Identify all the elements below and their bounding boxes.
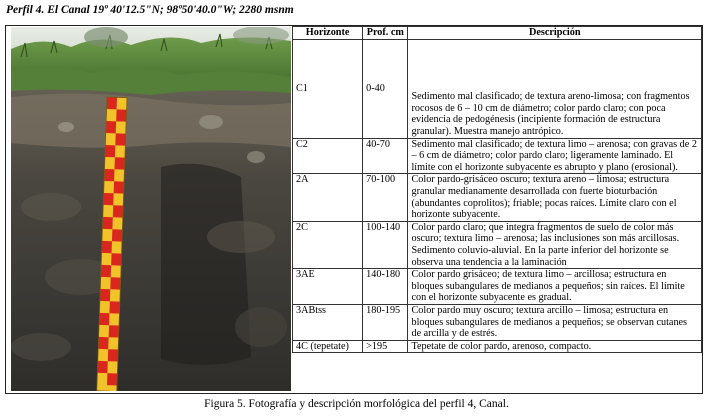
table-row [293, 221, 702, 268]
row-horizonte: 3AE [293, 269, 363, 305]
header-descripcion: Descripción [408, 27, 702, 40]
table-header-row [293, 27, 702, 40]
row-horizonte: 4C (tepetate) [293, 340, 363, 353]
row-prof: 40-70 [363, 138, 408, 174]
row-descripcion: Color pardo-grisáceo oscuro; textura areno – limosa; estructura granular medianamente desarrollada con fuerte bioturbación (abundantes coprolitos); friable; pocas raíces. Límite claro con el horizonte subyacente. [408, 174, 702, 221]
row-prof: >195 [363, 340, 408, 353]
table-row [293, 304, 702, 340]
row-horizonte: 2C [293, 221, 363, 268]
row-prof: 140-180 [363, 269, 408, 305]
row-horizonte: 2A [293, 174, 363, 221]
header-horizonte: Horizonte [293, 27, 363, 40]
table-row [293, 138, 702, 174]
row-descripcion: Color pardo grisáceo; de textura limo – arcillosa; estructura en bloques subangulares de medianos a pequeños; sin raíces. El límite con el horizonte subyacente es gradual. [408, 269, 702, 305]
header-prof: Prof. cm [363, 27, 408, 40]
row-prof: 0-40 [363, 39, 408, 138]
row-prof: 180-195 [363, 304, 408, 340]
table-row [293, 174, 702, 221]
row-descripcion: Tepetate de color pardo, arenoso, compacto. [408, 340, 702, 353]
table-row [293, 39, 702, 138]
row-descripcion: Sedimento mal clasificado; de textura areno-limosa; con fragmentos rocosos de 6 – 10 cm de diámetro; color pardo claro; con poca evidencia de pedogénesis (incipiente formación de estructura granular). Muestra manejo antrópico. [408, 39, 702, 138]
row-descripcion: Color pardo muy oscuro; textura arcillo – limosa; estructura en bloques subangulares de medianos a pequeños; se observan cutanes de arcilla y de estrés. [408, 304, 702, 340]
row-horizonte: C1 [293, 39, 363, 138]
row-descripcion: Sedimento mal clasificado; de textura limo – arenosa; con gravas de 2 – 6 cm de diámetro; color pardo claro; ligeramente laminado. El límite con el horizonte subyacente es abrupto y plano (erosional). [408, 138, 702, 174]
table-row [293, 269, 702, 305]
figure-caption: Figura 5. Fotografía y descripción morfológica del perfil 4, Canal. [204, 398, 509, 410]
row-horizonte: C2 [293, 138, 363, 174]
row-prof: 100-140 [363, 221, 408, 268]
figure-title: Perfil 4. El Canal 19º 40'12.5"N; 98º50'40.0"W; 2280 msnm [6, 4, 294, 16]
row-horizonte: 3ABtss [293, 304, 363, 340]
horizon-table [292, 26, 702, 353]
row-prof: 70-100 [363, 174, 408, 221]
table-row [293, 340, 702, 353]
soil-profile-photo [11, 27, 291, 391]
row-descripcion: Color pardo claro; que integra fragmentos de suelo de color más oscuro; textura limo – arenosa; las inclusiones son más arcillosas. Sedimento coluvio-aluvial. En la parte inferior del horizonte se observa una tendencia a la laminación [408, 221, 702, 268]
